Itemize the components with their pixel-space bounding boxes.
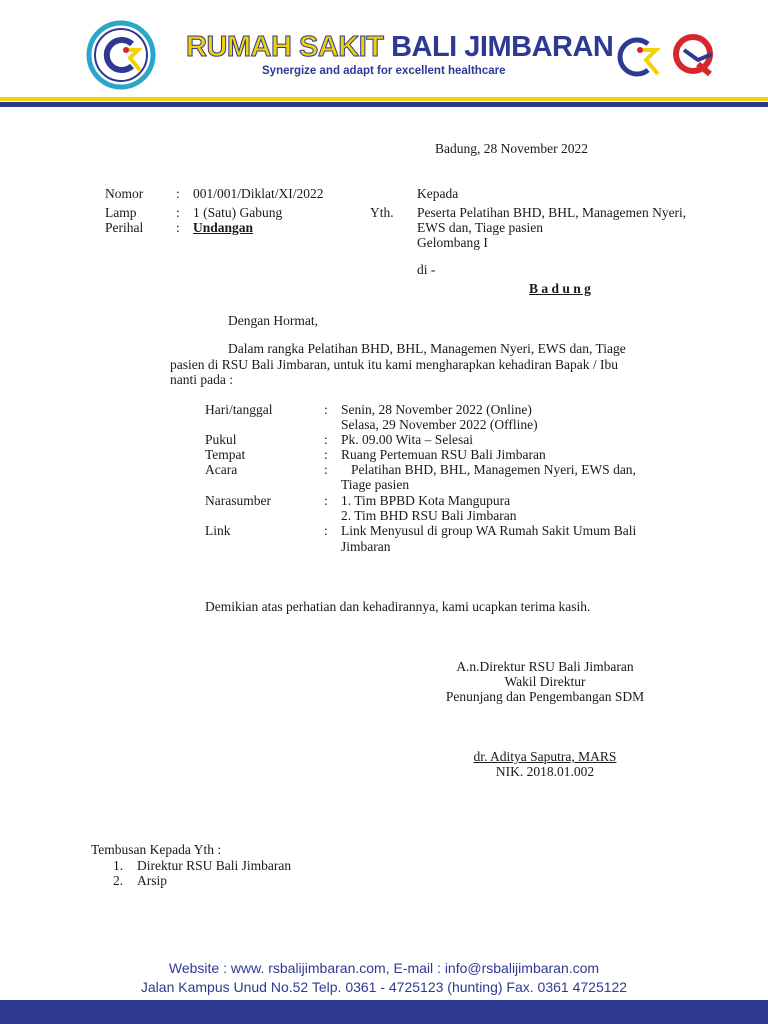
recipient-line1: Peserta Pelatihan BHD, BHL, Managemen Nyeri, xyxy=(417,205,687,220)
cc-item-1-text: Direktur RSU Bali Jimbaran xyxy=(137,858,292,873)
cc-item-2-text: Arsip xyxy=(137,873,167,888)
detail-tempat-colon: : xyxy=(324,447,328,462)
detail-link-colon: : xyxy=(324,523,328,538)
meta-nomor-colon: : xyxy=(176,186,180,201)
detail-narasumber-colon: : xyxy=(324,493,328,508)
recipient-line2: EWS dan, Tiage pasien xyxy=(417,220,543,235)
header-divider-blue xyxy=(0,102,768,107)
place-date: Badung, 28 November 2022 xyxy=(435,141,588,156)
detail-narasumber-value1: 1. Tim BPBD Kota Mangupura xyxy=(341,493,511,508)
recipient-kepada: Kepada xyxy=(417,186,459,201)
detail-narasumber-label: Narasumber xyxy=(205,493,271,508)
detail-link-value2: Jimbaran xyxy=(341,539,391,554)
detail-hari-colon: : xyxy=(324,402,328,417)
meta-lamp-value: 1 (Satu) Gabung xyxy=(193,205,283,220)
intro-line1: Dalam rangka Pelatihan BHD, BHL, Managemen Nyeri, EWS dan, Tiage xyxy=(228,341,626,356)
hospital-logo-icon xyxy=(86,20,156,90)
hospital-tagline: Synergize and adapt for excellent healthcare xyxy=(262,65,506,77)
detail-pukul-label: Pukul xyxy=(205,432,237,447)
salutation: Dengan Hormat, xyxy=(228,313,318,328)
quality-logo-icon xyxy=(668,32,718,78)
meta-lamp-label: Lamp xyxy=(105,205,137,220)
intro-line3: nanti pada : xyxy=(170,372,233,387)
detail-link-label: Link xyxy=(205,523,231,538)
signature-line3: Penunjang dan Pengembangan SDM xyxy=(445,689,645,704)
detail-hari-value1: Senin, 28 November 2022 (Online) xyxy=(341,402,532,417)
footer-contact-line: Website : www. rsbalijimbaran.com, E-mail : info@rsbalijimbaran.com xyxy=(168,960,600,976)
recipient-yth: Yth. xyxy=(370,205,394,220)
footer-band xyxy=(0,1000,768,1024)
intro-line2: pasien di RSU Bali Jimbaran, untuk itu kami mengharapkan kehadiran Bapak / Ibu xyxy=(170,357,619,372)
signatory-name: dr. Aditya Saputra, MARS xyxy=(473,749,617,764)
hospital-name-part1: RUMAH SAKIT xyxy=(186,31,384,63)
signature-line2: Wakil Direktur xyxy=(504,674,586,689)
accreditation-logo-icon xyxy=(616,34,664,78)
detail-acara-value2: Tiage pasien xyxy=(341,477,410,492)
detail-tempat-value: Ruang Pertemuan RSU Bali Jimbaran xyxy=(341,447,546,462)
detail-hari-value2: Selasa, 29 November 2022 (Offline) xyxy=(341,417,538,432)
detail-tempat-label: Tempat xyxy=(205,447,246,462)
signature-line1: A.n.Direktur RSU Bali Jimbaran xyxy=(456,659,634,674)
hospital-name-part2: BALI JIMBARAN xyxy=(391,31,614,63)
meta-perihal-value: Undangan xyxy=(193,220,254,235)
cc-item-2-number: 2. xyxy=(113,873,124,888)
recipient-line3: Gelombang I xyxy=(417,235,488,250)
cc-item-1-number: 1. xyxy=(113,858,124,873)
meta-lamp-colon: : xyxy=(176,205,180,220)
detail-link-value1: Link Menyusul di group WA Rumah Sakit Umum Bali xyxy=(341,523,637,538)
cc-title: Tembusan Kepada Yth : xyxy=(91,842,222,857)
detail-hari-label: Hari/tanggal xyxy=(205,402,273,417)
detail-pukul-colon: : xyxy=(324,432,328,447)
signatory-nik: NIK. 2018.01.002 xyxy=(495,764,595,779)
hospital-name xyxy=(186,30,613,64)
header-divider-yellow xyxy=(0,97,768,101)
recipient-di: di - xyxy=(417,262,436,277)
detail-acara-colon: : xyxy=(324,462,328,477)
recipient-city: B a d u n g xyxy=(529,281,591,296)
detail-acara-label: Acara xyxy=(205,462,238,477)
meta-perihal-label: Perihal xyxy=(105,220,144,235)
detail-acara-value1: Pelatihan BHD, BHL, Managemen Nyeri, EWS dan, xyxy=(351,462,636,477)
meta-nomor-value: 001/001/Diklat/XI/2022 xyxy=(193,186,324,201)
meta-perihal-colon: : xyxy=(176,220,180,235)
meta-nomor-label: Nomor xyxy=(105,186,144,201)
detail-narasumber-value2: 2. Tim BHD RSU Bali Jimbaran xyxy=(341,508,517,523)
detail-pukul-value: Pk. 09.00 Wita – Selesai xyxy=(341,432,473,447)
footer-address-line: Jalan Kampus Unud No.52 Telp. 0361 - 4725123 (hunting) Fax. 0361 4725122 xyxy=(140,979,628,995)
closing-sentence: Demikian atas perhatian dan kehadirannya, kami ucapkan terima kasih. xyxy=(205,599,591,614)
